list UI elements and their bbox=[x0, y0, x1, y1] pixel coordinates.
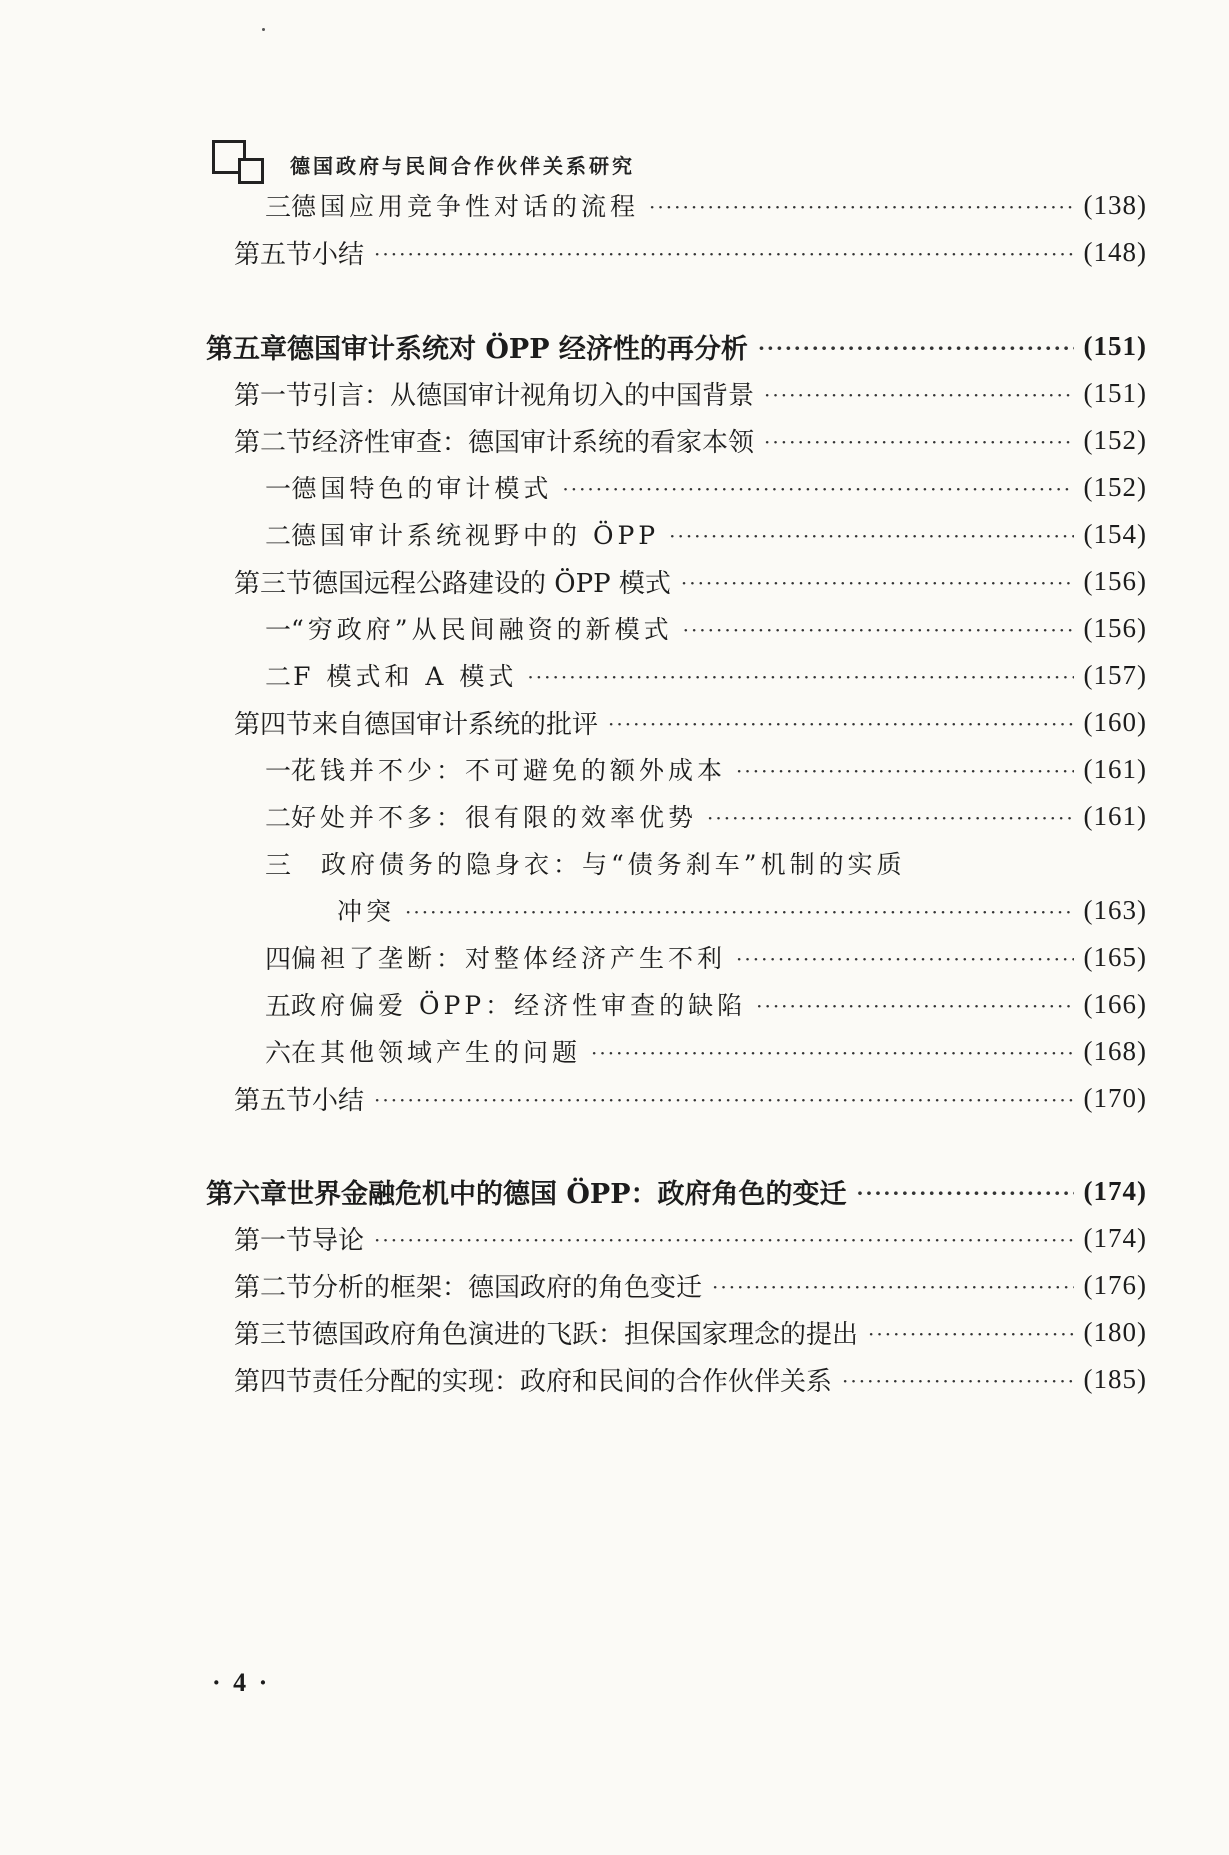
toc-page-number: (174) bbox=[1083, 1175, 1147, 1206]
toc-subsection-entry[interactable] bbox=[265, 796, 1147, 836]
toc-page-number: (160) bbox=[1083, 706, 1147, 737]
toc-page-number: (161) bbox=[1083, 753, 1147, 784]
toc-leader-dots bbox=[764, 430, 1073, 454]
toc-subsection-entry[interactable] bbox=[337, 890, 1147, 930]
toc-subsection-entry[interactable] bbox=[265, 655, 1147, 695]
toc-entry-number: 一 bbox=[265, 474, 292, 505]
toc-entry-title: 小结 bbox=[312, 239, 365, 270]
toc-entry-title: 经济性审查：德国审计系统的看家本领 bbox=[312, 427, 755, 458]
toc-section-entry[interactable] bbox=[234, 1218, 1147, 1258]
toc-entry-title: 来自德国审计系统的批评 bbox=[312, 709, 599, 740]
toc-entry-title: 德国审计系统对 ÖPP 经济性的再分析 bbox=[287, 333, 748, 365]
toc-entry-number: 二 bbox=[265, 803, 292, 834]
page-number: · 4 · bbox=[212, 1668, 271, 1697]
toc-entry-number: 第三节 bbox=[234, 568, 313, 599]
toc-page-number: (138) bbox=[1083, 189, 1147, 220]
toc-entry-title: 冲突 bbox=[337, 897, 396, 926]
toc-leader-dots bbox=[736, 759, 1073, 783]
running-header-title: 德国政府与民间合作伙伴关系研究 bbox=[290, 153, 635, 178]
toc-subsection-entry[interactable] bbox=[265, 467, 1147, 507]
toc-entry-number: 六 bbox=[265, 1038, 292, 1069]
toc-section-entry[interactable] bbox=[234, 1312, 1147, 1352]
toc-leader-dots bbox=[736, 947, 1073, 971]
toc-entry-number: 第四节 bbox=[234, 709, 313, 740]
toc-page-number: (170) bbox=[1083, 1082, 1147, 1113]
toc-page-number: (151) bbox=[1083, 330, 1147, 361]
toc-entry-number: 第二节 bbox=[234, 427, 313, 458]
toc-entry-title: 分析的框架：德国政府的角色变迁 bbox=[312, 1272, 703, 1303]
toc-entry-number: 第五节 bbox=[234, 1085, 313, 1116]
toc-leader-dots bbox=[868, 1322, 1073, 1346]
toc-entry-title: 政府偏爱 ÖPP：经济性审查的缺陷 bbox=[291, 991, 747, 1020]
toc-leader-dots bbox=[842, 1369, 1073, 1393]
toc-page-number: (180) bbox=[1083, 1316, 1147, 1347]
toc-leader-dots bbox=[764, 383, 1073, 407]
toc-section-entry[interactable] bbox=[234, 373, 1147, 413]
toc-entry-number: 第三节 bbox=[234, 1319, 313, 1350]
toc-entry-title: 好处并不多：很有限的效率优势 bbox=[291, 803, 698, 832]
toc-leader-dots bbox=[756, 994, 1073, 1018]
toc-entry-title: 德国政府角色演进的飞跃：担保国家理念的提出 bbox=[312, 1319, 859, 1350]
toc-entry-title: F 模式和 A 模式 bbox=[293, 662, 518, 691]
toc-entry-number: 三 bbox=[265, 850, 292, 881]
toc-chapter-entry[interactable] bbox=[206, 326, 1147, 366]
toc-page-number: (176) bbox=[1083, 1269, 1147, 1300]
toc-entry-title: 在其他领域产生的问题 bbox=[291, 1038, 582, 1067]
toc-page-number: (156) bbox=[1083, 565, 1147, 596]
toc-leader-dots bbox=[374, 1228, 1073, 1252]
toc-leader-dots bbox=[527, 665, 1073, 689]
toc-subsection-entry[interactable] bbox=[265, 185, 1147, 225]
toc-section-entry[interactable] bbox=[234, 561, 1147, 601]
scan-speck bbox=[262, 28, 265, 31]
toc-entry-title: 世界金融危机中的德国 ÖPP：政府角色的变迁 bbox=[287, 1178, 847, 1210]
toc-entry-title: 责任分配的实现：政府和民间的合作伙伴关系 bbox=[312, 1366, 833, 1397]
toc-entry-title: 德国审计系统视野中的 ÖPP bbox=[291, 521, 660, 550]
toc-entry-title: 德国远程公路建设的 ÖPP 模式 bbox=[312, 568, 671, 599]
toc-entry-number: 第二节 bbox=[234, 1272, 313, 1303]
toc-subsection-entry[interactable] bbox=[265, 984, 1147, 1024]
toc-leader-dots bbox=[649, 195, 1073, 219]
toc-entry-number: 第五节 bbox=[234, 239, 313, 270]
toc-entry-number: 一 bbox=[265, 615, 292, 646]
toc-entry-number: 第六章 bbox=[206, 1178, 287, 1210]
toc-entry-title: 引言：从德国审计视角切入的中国背景 bbox=[312, 380, 755, 411]
toc-leader-dots bbox=[405, 900, 1074, 924]
toc-section-entry[interactable] bbox=[234, 1359, 1147, 1399]
toc-entry-title: 德国应用竞争性对话的流程 bbox=[291, 192, 640, 221]
toc-entry-title: “穷政府”从民间融资的新模式 bbox=[291, 615, 673, 644]
toc-entry-number: 三 bbox=[265, 192, 292, 223]
toc-entry-title: 德国特色的审计模式 bbox=[291, 474, 553, 503]
toc-page-number: (152) bbox=[1083, 471, 1147, 502]
toc-leader-dots bbox=[374, 1088, 1073, 1112]
toc-leader-dots bbox=[562, 477, 1073, 501]
toc-page-number: (156) bbox=[1083, 612, 1147, 643]
toc-section-entry[interactable] bbox=[234, 1078, 1147, 1118]
toc-section-entry[interactable] bbox=[234, 232, 1147, 272]
toc-page-number: (151) bbox=[1083, 377, 1147, 408]
toc-page-number: (185) bbox=[1083, 1363, 1147, 1394]
toc-entry-number: 四 bbox=[265, 944, 292, 975]
toc-leader-dots bbox=[374, 242, 1073, 266]
toc-subsection-entry[interactable] bbox=[265, 937, 1147, 977]
running-header bbox=[212, 140, 635, 188]
toc-entry-title: 偏袒了垄断：对整体经济产生不利 bbox=[291, 944, 727, 973]
toc-leader-dots bbox=[857, 1181, 1074, 1205]
toc-subsection-entry[interactable] bbox=[265, 1031, 1147, 1071]
toc-leader-dots bbox=[608, 712, 1073, 736]
toc-page-number: (154) bbox=[1083, 518, 1147, 549]
toc-entry-title: 小结 bbox=[312, 1085, 365, 1116]
toc-page-number: (174) bbox=[1083, 1222, 1147, 1253]
toc-subsection-entry[interactable] bbox=[265, 749, 1147, 789]
toc-page-number: (152) bbox=[1083, 424, 1147, 455]
toc-entry-title: 政府债务的隐身衣：与“债务刹车”机制的实质 bbox=[321, 850, 906, 879]
toc-entry-number: 第一节 bbox=[234, 1225, 313, 1256]
toc-leader-dots bbox=[707, 806, 1073, 830]
toc-page-number: (161) bbox=[1083, 800, 1147, 831]
toc-entry-number: 二 bbox=[265, 521, 292, 552]
toc-entry-number: 第一节 bbox=[234, 380, 313, 411]
toc-entry-number: 第五章 bbox=[206, 333, 287, 365]
toc-page-number: (168) bbox=[1083, 1035, 1147, 1066]
toc-section-entry[interactable] bbox=[234, 1265, 1147, 1305]
toc-entry-title: 导论 bbox=[312, 1225, 365, 1256]
toc-leader-dots bbox=[591, 1041, 1073, 1065]
toc-leader-dots bbox=[758, 336, 1074, 360]
toc-section-entry[interactable] bbox=[234, 702, 1147, 742]
toc-entry-title: 花钱并不少：不可避免的额外成本 bbox=[291, 756, 727, 785]
toc-page-number: (148) bbox=[1083, 236, 1147, 267]
toc-entry-number: 第四节 bbox=[234, 1366, 313, 1397]
toc-leader-dots bbox=[669, 524, 1073, 548]
toc-leader-dots bbox=[681, 571, 1074, 595]
toc-leader-dots bbox=[712, 1275, 1073, 1299]
toc-chapter-entry[interactable] bbox=[206, 1171, 1147, 1211]
toc-page-number: (166) bbox=[1083, 988, 1147, 1019]
toc-page-number: (165) bbox=[1083, 941, 1147, 972]
toc-subsection-entry[interactable] bbox=[265, 843, 906, 883]
toc-subsection-entry[interactable] bbox=[265, 608, 1147, 648]
toc-leader-dots bbox=[683, 618, 1074, 642]
book-logo-icon bbox=[212, 140, 264, 188]
toc-entry-number: 一 bbox=[265, 756, 292, 787]
toc-entry-number: 二 bbox=[265, 662, 292, 693]
toc-page-number: (157) bbox=[1083, 659, 1147, 690]
toc-entry-number: 五 bbox=[265, 991, 292, 1022]
toc-page-number: (163) bbox=[1083, 894, 1147, 925]
toc-subsection-entry[interactable] bbox=[265, 514, 1147, 554]
toc-section-entry[interactable] bbox=[234, 420, 1147, 460]
